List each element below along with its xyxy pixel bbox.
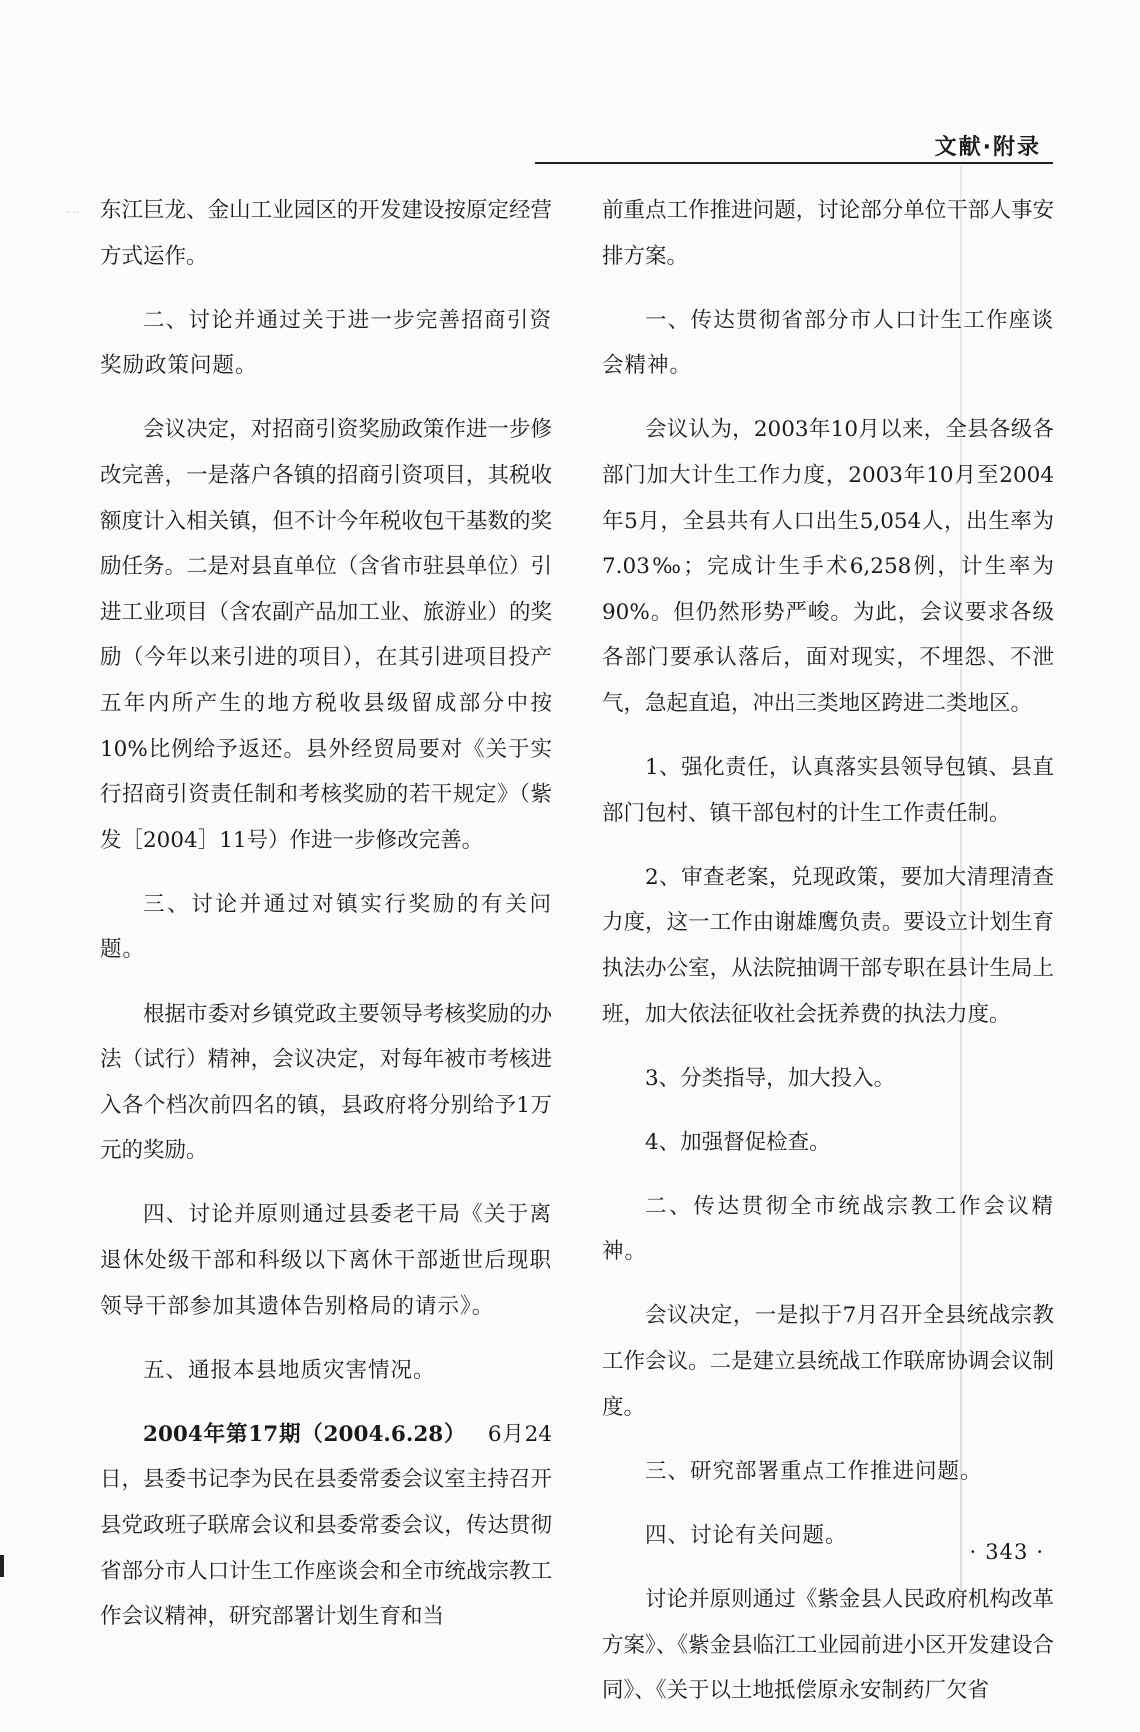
issue-text: 6月24日，县委书记李为民在县委常委会议室主持召开县党政班子联席会议和县委常委会议，传达贯彻省部分市人口计生工作座谈会和全市统战宗教工作会议精神，研究部署计划生育和当 [100,1421,552,1630]
header-title: 文献·附录 [934,135,1041,160]
paragraph: 会议决定，对招商引资奖励政策作进一步修改完善，一是落户各镇的招商引资项目，其税收额度计入相关镇，但不计今年税收包干基数的奖励任务。二是对县直单位（含省市驻县单位）引进工业项目（含农副产品加工业、旅游业）的奖励（今年以来引进的项目），在其引进项目投产五年内所产生的地方税收县级留成部分中按10%比例给予返还。县外经贸局要对《关于实行招商引资责任制和考核奖励的若干规定》（紫发［2004］11号）作进一步修改完善。 [100,417,552,853]
paragraph: 1、强化责任，认真落实县领导包镇、县直部门包村、镇干部包村的计生工作责任制。 [602,755,1054,826]
running-header [535,128,1053,164]
paragraph: 会议认为，2003年10月以来，全县各级各部门加大计生工作力度，2003年10月至2004年5月，全县共有人口出生5,054人，出生率为7.03‰；完成计生手术6,258例，计生率为90%。但仍然形势严峻。为此，会议要求各级各部门要承认落后，面对现实，不埋怨、不泄气，急起直追，冲出三类地区跨进二类地区。 [602,417,1054,716]
paragraph: 4、加强督促检查。 [645,1129,831,1155]
section-heading: 五、通报本县地质灾害情况。 [143,1357,436,1383]
paragraph: 讨论并原则通过《紫金县人民政府机构改革方案》、《紫金县临江工业园前进小区开发建设合同》、《关于以土地抵偿原永安制药厂欠省 [602,1586,1054,1704]
issue-label: 2004年第17期（2004.6.28） [143,1421,467,1447]
section-heading: 二、讨论并通过关于进一步完善招商引资奖励政策问题。 [100,307,552,379]
page-number: 343 [985,1540,1029,1564]
paragraph: 根据市委对乡镇党政主要领导考核奖励的办法（试行）精神，会议决定，对每年被市考核进入各个档次前四名的镇，县政府将分别给予1万元的奖励。 [100,1001,552,1164]
paragraph: 3、分类指导，加大投入。 [645,1065,896,1091]
paragraph-continued: 前重点工作推进问题，讨论部分单位干部人事安排方案。 [602,198,1054,269]
paragraph-continued: 东江巨龙、金山工业园区的开发建设按原定经营方式运作。 [100,198,552,269]
right-column [602,188,1054,1732]
paragraph: 会议决定，一是拟于7月召开全县统战宗教工作会议。二是建立县统战工作联席协调会议制度。 [602,1303,1054,1420]
paragraph: 2、审查老案，兑现政策，要加大清理清查力度，这一工作由谢雄鹰负责。要设立计划生育执法办公室，从法院抽调干部专职在县计生局上班，加大依法征收社会抚养费的执法力度。 [602,864,1054,1027]
scan-edge-mark [0,1555,4,1577]
section-heading: 三、讨论并通过对镇实行奖励的有关问题。 [100,891,552,963]
section-heading: 三、研究部署重点工作推进问题。 [645,1458,983,1484]
section-heading: 二、传达贯彻全市统战宗教工作会议精神。 [602,1193,1054,1265]
page-footer: · 343 · [969,1540,1044,1564]
issue-entry [100,1412,552,1640]
section-heading: 四、讨论并原则通过县委老干局《关于离退休处级干部和科级以下离休干部逝世后现职领导干部参加其遗体告别格局的请示》。 [100,1202,552,1319]
left-column [100,188,552,1658]
scan-speck: · ·· [66,206,80,219]
section-heading: 一、传达贯彻省部分市人口计生工作座谈会精神。 [602,307,1054,379]
section-heading: 四、讨论有关问题。 [645,1522,848,1548]
